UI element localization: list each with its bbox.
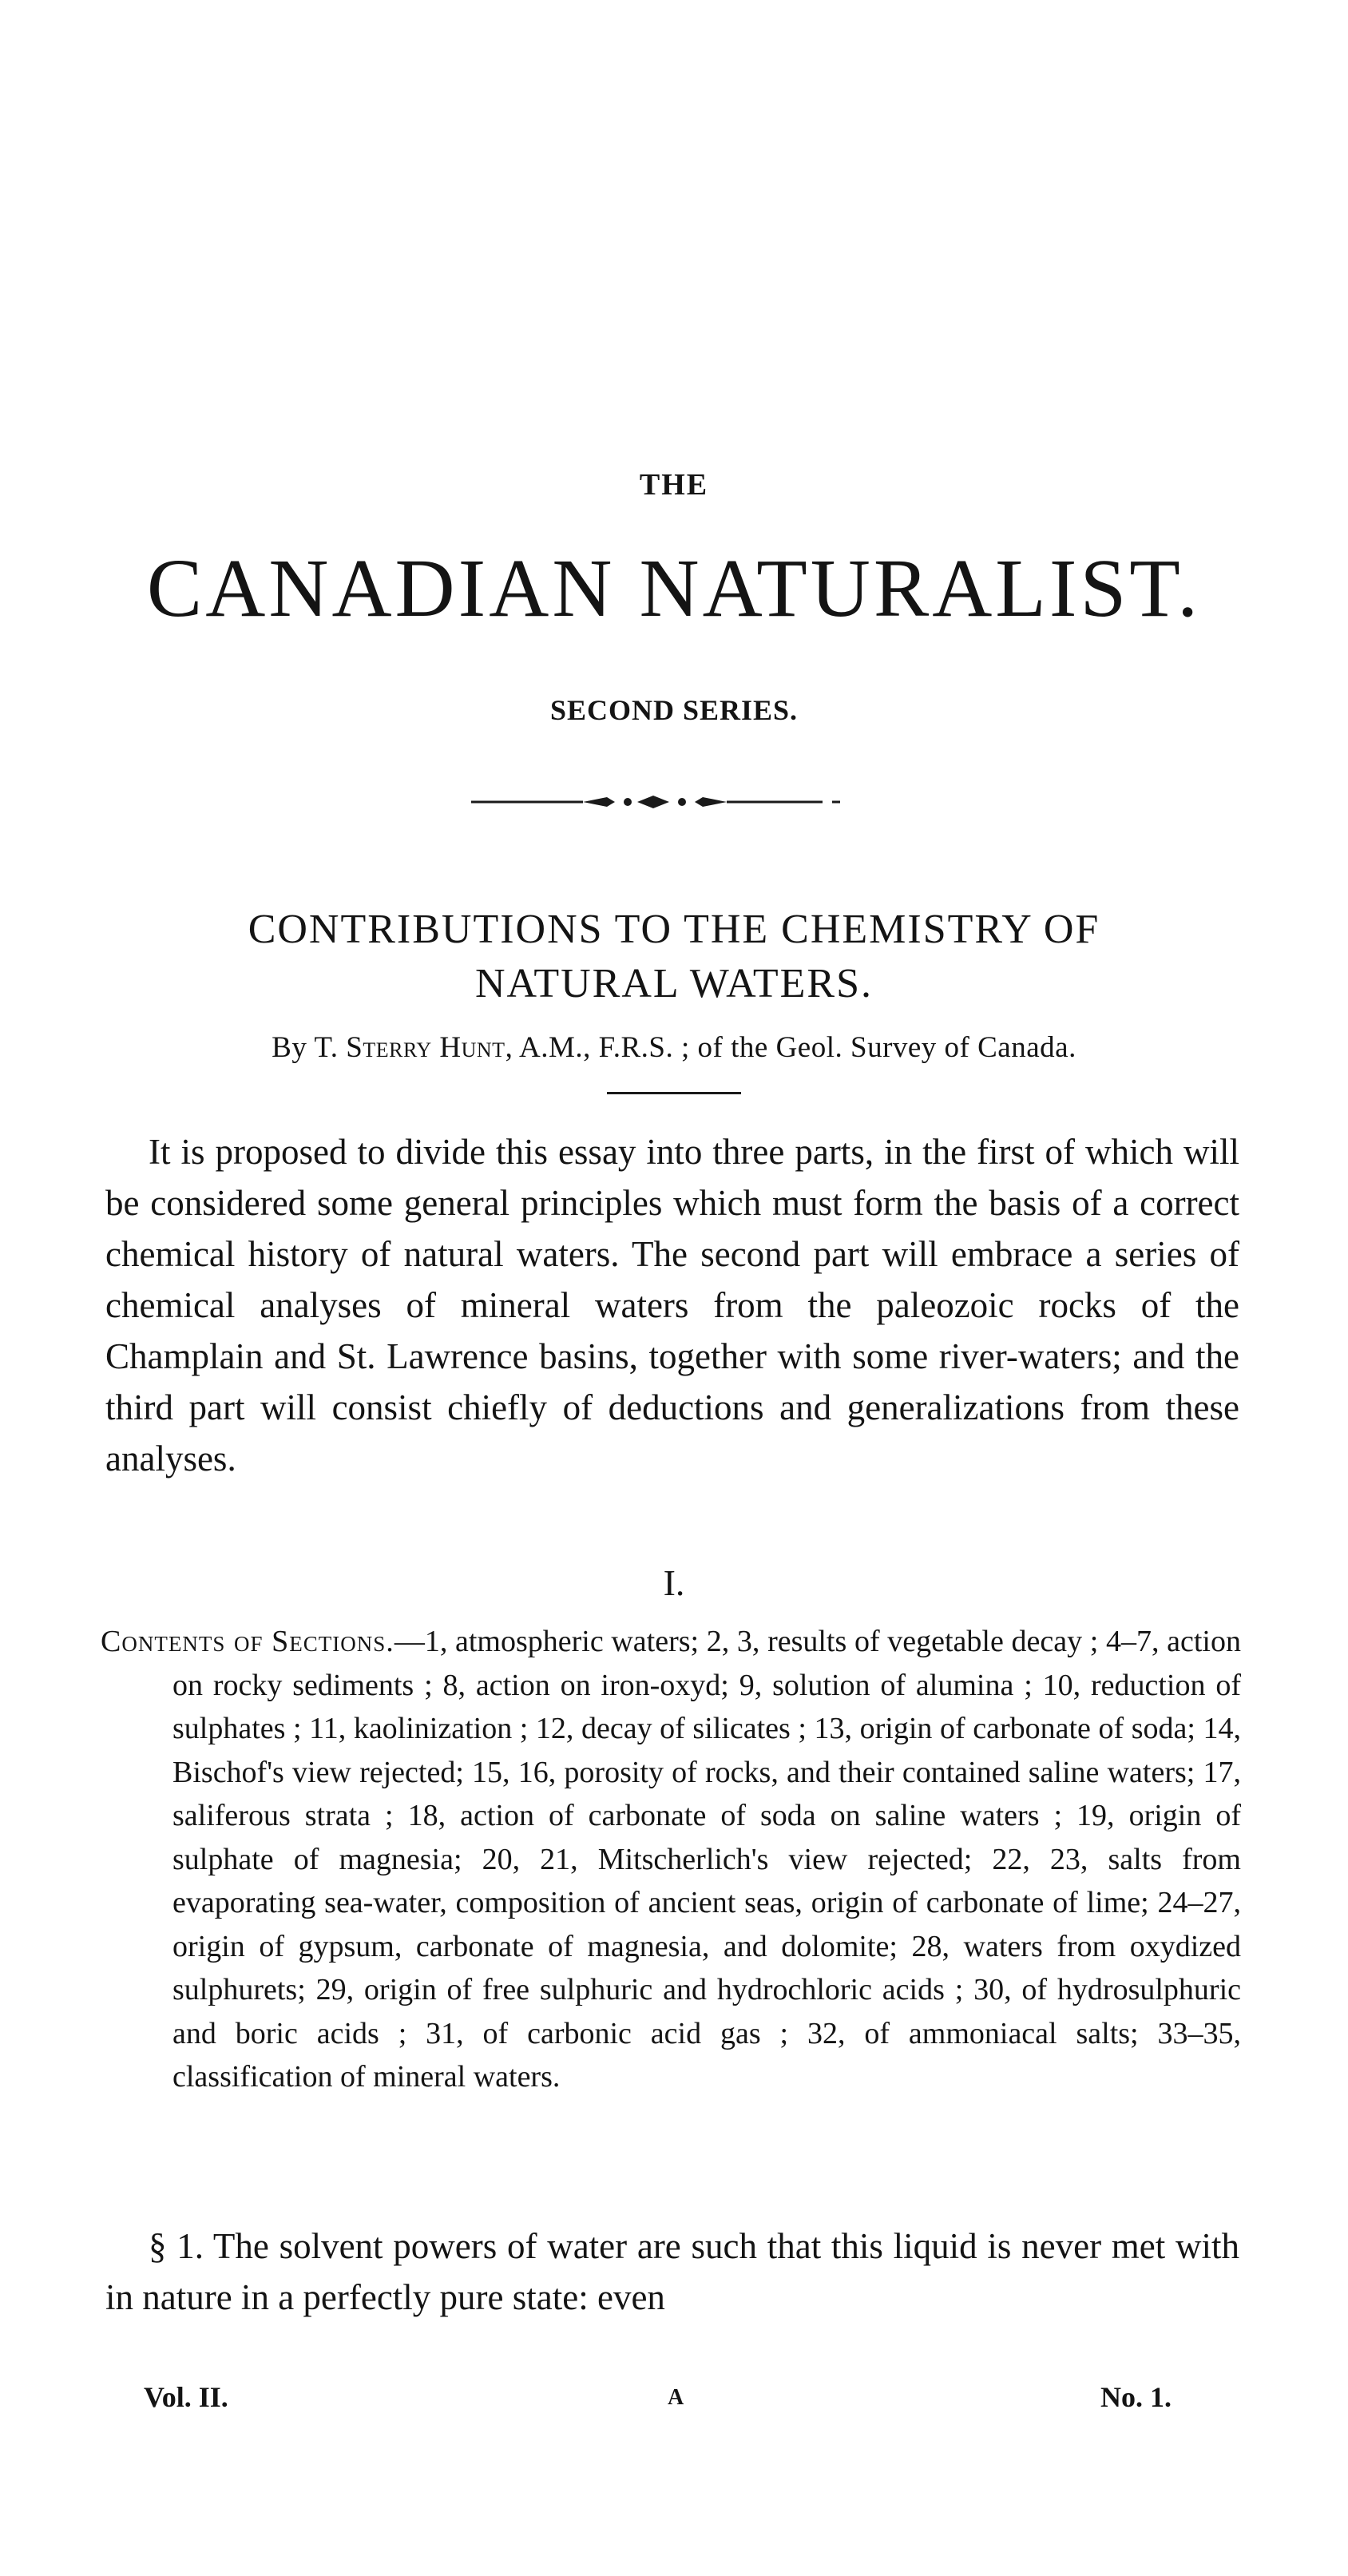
- contents-text: —1, atmospheric waters; 2, 3, results of vegetable decay ; 4–7, action on rocky sediments ; 8, action on iron-oxyd; 9, solution of alumina ; 10, reduction of sulphates ; 11, kaolinization ; 12, decay of silicates ; 13, origin of carbonate of soda; 14, Bischof's view rejected; 15, 16, porosity of rocks, and their contained saline waters; 17, saliferous strata ; 18, action of carbonate of soda on saline waters ; 19, origin of sulphate of magnesia; 20, 21, Mitscherlich's view rejected; 22, 23, salts from evaporating sea-water, composition of ancient seas, origin of carbonate of lime; 24–27, origin of gypsum, carbonate of magnesia, and dolomite; 28, waters from oxydized sulphurets; 29, origin of free sulphuric and hydrochloric acids ; 30, of hydrosulphuric and boric acids ; 31, of carbonic acid gas ; 32, of ammoniacal salts; 33–35, classification of mineral waters.: [172, 1625, 1241, 2094]
- byline-prefix: By T.: [272, 1031, 347, 1064]
- author-name: Sterry Hunt: [346, 1031, 506, 1064]
- article-title: [80, 903, 1268, 1011]
- series-label: SECOND SERIES.: [549, 694, 799, 726]
- intro-text: It is proposed to divide this essay into three parts, in the first of which will be considered some general principles which must form the basis of a correct chemical history of natural waters. The second part will embrace a series of chemical analyses of mineral waters from the paleozoic rocks of the Champlain and St. Lawrence basins, together with some river-waters; and the third part will consist chiefly of deductions and generalizations from these analyses.: [105, 1132, 1239, 1479]
- contents-of-sections: [101, 1620, 1241, 2099]
- part-numeral: I.: [663, 1562, 685, 1603]
- byline-suffix: , A.M., F.R.S. ; of the Geol. Survey of Canada.: [505, 1031, 1076, 1064]
- signature-mark: A: [668, 2385, 684, 2410]
- issue-number: No. 1.: [1100, 2381, 1172, 2413]
- article-title-line-2: NATURAL WATERS.: [474, 961, 874, 1006]
- section-1-paragraph: [105, 2221, 1239, 2323]
- section-1-text: § 1. The solvent powers of water are such that this liquid is never met with in nature in a perfectly pure state: even: [105, 2226, 1239, 2317]
- article-title-line-1: CONTRIBUTIONS TO THE CHEMISTRY OF: [248, 907, 1100, 952]
- pre-title: THE: [639, 468, 709, 502]
- contents-paragraph: [101, 1620, 1241, 2099]
- ornament-divider: [471, 791, 846, 813]
- journal-title: CANADIAN NATURALIST.: [146, 542, 1202, 634]
- byline: [80, 1030, 1268, 1065]
- title-rule: [607, 1092, 741, 1094]
- intro-paragraph: [105, 1126, 1239, 1484]
- volume-label: Vol. II.: [144, 2381, 228, 2413]
- contents-heading: Contents of Sections.: [101, 1625, 394, 1658]
